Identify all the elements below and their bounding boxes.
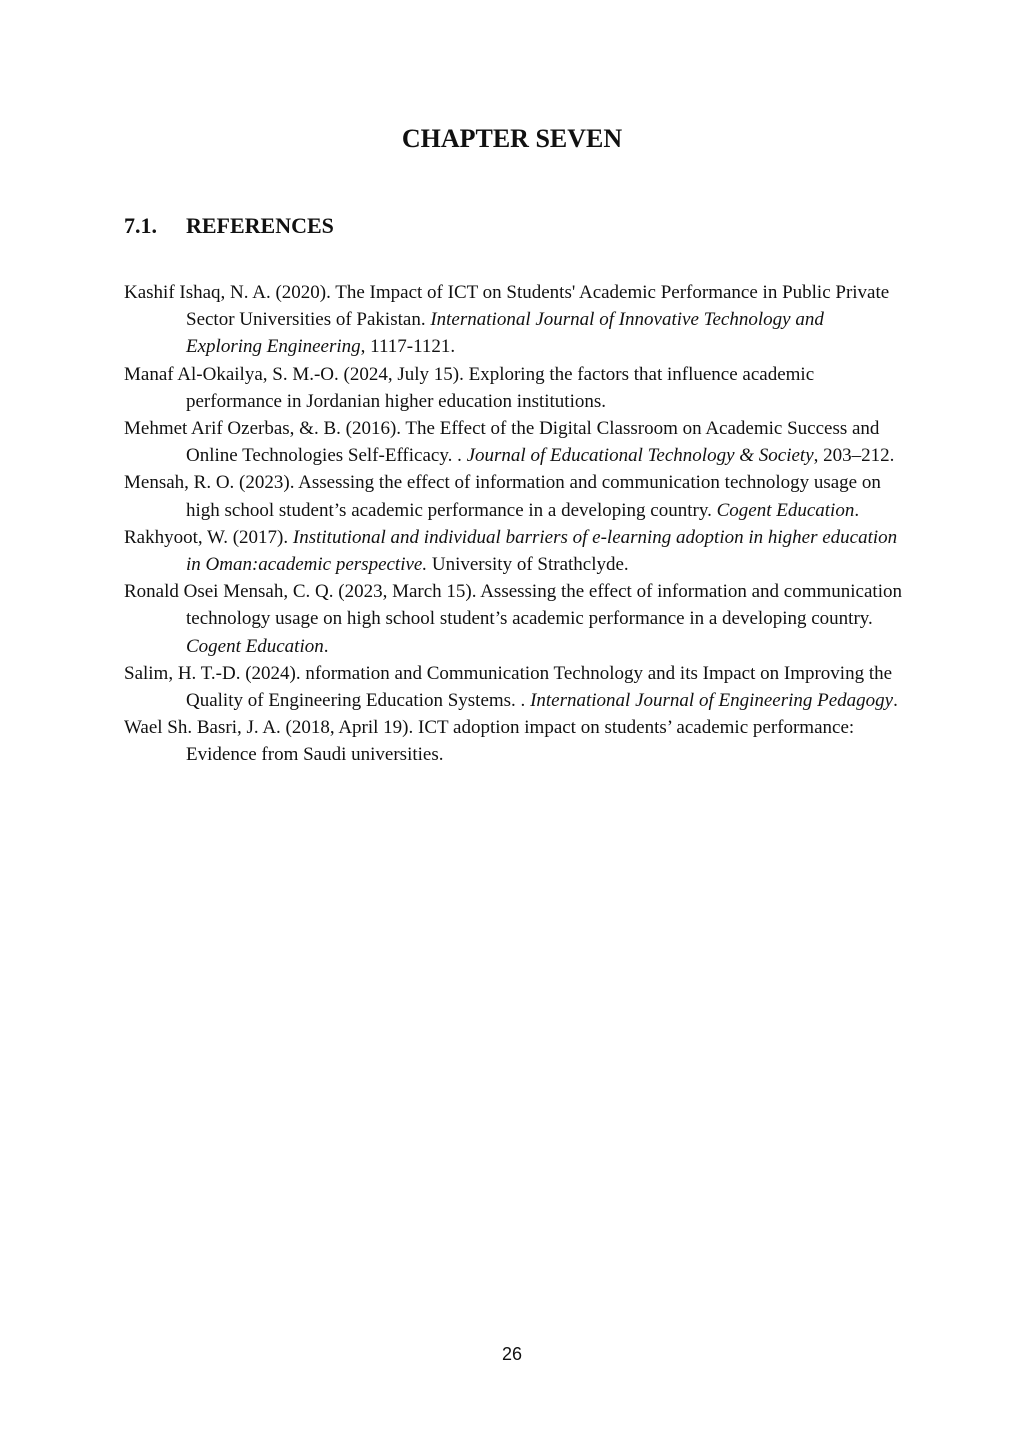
reference-tail: University of Strathclyde. (427, 554, 629, 576)
reference-source: International Journal of Engineering Pedagogy (530, 690, 894, 712)
reference-text: Manaf Al-Okailya, S. M.-O. (2024, July 15). Exploring the factors that influence academic performance in Jordanian higher education institutions. (124, 363, 815, 412)
reference-tail: . (893, 690, 898, 712)
reference-entry (124, 660, 904, 714)
section-title: REFERENCES (186, 213, 334, 238)
chapter-title: CHAPTER SEVEN (401, 124, 623, 153)
reference-source: Journal of Educational Technology & Society (466, 445, 814, 467)
reference-entry (124, 279, 904, 361)
reference-entry (124, 714, 904, 768)
reference-text: Salim, H. T.-D. (2024). nformation and Communication Technology and its Impact on Improving the Quality of Engineering Education Systems. . (124, 662, 893, 712)
reference-text: Rakhyoot, W. (2017). (124, 526, 293, 548)
reference-source: International Journal of Innovative Technology and Exploring Engineering (186, 309, 824, 358)
reference-text: Mensah, R. O. (2023). Assessing the effect of information and communication technology usage on high school student’s academic performance in a developing country. (124, 472, 881, 521)
reference-tail: , 203–212. (813, 445, 895, 467)
reference-entry (124, 578, 904, 660)
reference-tail: , 1117-1121. (360, 336, 456, 358)
reference-source: Cogent Education (716, 499, 855, 521)
reference-source: Cogent Education (186, 635, 324, 657)
reference-entry (124, 524, 904, 578)
reference-entry (124, 469, 904, 523)
reference-entry (124, 415, 904, 469)
reference-entry (124, 361, 904, 415)
reference-tail: . (854, 499, 860, 521)
section-heading (124, 211, 334, 241)
reference-list (124, 279, 904, 769)
reference-text: Mehmet Arif Ozerbas, &. B. (2016). The Effect of the Digital Classroom on Academic Success and Online Technologies Self-Efficacy. . (124, 418, 880, 467)
reference-source: Institutional and individual barriers of e-learning adoption in higher education in Oman:academic perspective. (186, 526, 898, 576)
reference-tail: . (323, 635, 329, 657)
reference-text: Wael Sh. Basri, J. A. (2018, April 19). ICT adoption impact on students’ academic performance: Evidence from Saudi universities. (124, 717, 855, 766)
page-number: 26 (501, 1344, 523, 1364)
reference-text: Kashif Ishaq, N. A. (2020). The Impact of ICT on Students' Academic Performance in Public Private Sector Universities of Pakistan. (124, 282, 890, 331)
section-number: 7.1. (124, 213, 157, 238)
reference-text: Ronald Osei Mensah, C. Q. (2023, March 15). Assessing the effect of information and communication technology usage on high school student’s academic performance in a developing country. (124, 581, 902, 630)
